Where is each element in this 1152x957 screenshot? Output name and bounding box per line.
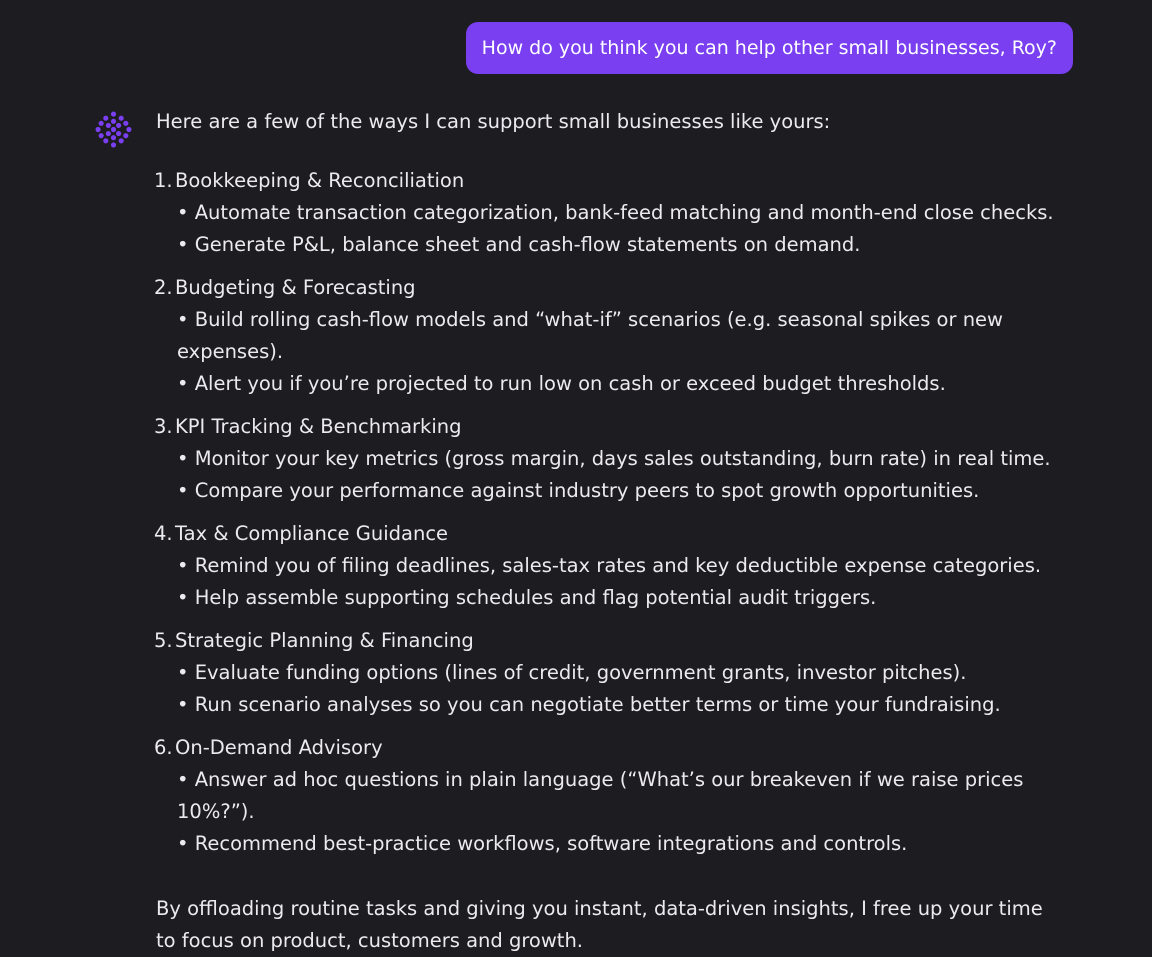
capability-title: Budgeting & Forecasting (175, 276, 416, 299)
bullet-list (156, 304, 1056, 400)
capability-heading (156, 272, 1056, 304)
capability-heading (156, 411, 1056, 443)
bullet-item: • Remind you of filing deadlines, sales-tax rates and key deductible expense categories. (177, 554, 1042, 577)
bullet-item: • Automate transaction categorization, bank-feed matching and month-end close checks. (177, 201, 1054, 224)
user-message-bubble: How do you think you can help other small businesses, Roy? (466, 22, 1073, 74)
bullet-item: • Alert you if you’re projected to run low on cash or exceed budget thresholds. (177, 372, 946, 395)
assistant-outro: By offloading routine tasks and giving you instant, data-driven insights, I free up your time to focus on product, customers and growth. (156, 897, 1043, 952)
capability-title: KPI Tracking & Benchmarking (175, 415, 462, 438)
bullet-list (156, 764, 1056, 860)
bullet-item: • Run scenario analyses so you can negotiate better terms or time your fundraising. (177, 693, 1001, 716)
capability-title: Bookkeeping & Reconciliation (175, 169, 465, 192)
list-number: 4. (154, 522, 173, 545)
capability-item (156, 518, 1056, 614)
capability-heading (156, 165, 1056, 197)
bullet-item: • Answer ad hoc questions in plain language (“What’s our breakeven if we raise prices 10%?”). (177, 768, 1024, 823)
capability-title: Tax & Compliance Guidance (175, 522, 449, 545)
list-number: 1. (154, 169, 173, 192)
bullet-item: • Monitor your key metrics (gross margin, days sales outstanding, burn rate) in real time. (177, 447, 1051, 470)
bullet-list (156, 550, 1056, 614)
capability-heading (156, 732, 1056, 764)
capability-item (156, 625, 1056, 721)
capability-heading (156, 625, 1056, 657)
list-number: 5. (154, 629, 173, 652)
assistant-intro: Here are a few of the ways I can support small businesses like yours: (156, 110, 831, 133)
bullet-list (156, 657, 1056, 721)
capability-item (156, 272, 1056, 400)
bullet-list (156, 197, 1056, 261)
bullet-item: • Evaluate funding options (lines of credit, government grants, investor pitches). (177, 661, 967, 684)
capability-title: On-Demand Advisory (175, 736, 383, 759)
bullet-item: • Generate P&L, balance sheet and cash-flow statements on demand. (177, 233, 861, 256)
capability-item (156, 165, 1056, 261)
capability-item (156, 732, 1056, 860)
bullet-item: • Build rolling cash-flow models and “what-if” scenarios (e.g. seasonal spikes or new expenses). (177, 308, 1003, 363)
capability-heading (156, 518, 1056, 550)
bullet-list (156, 443, 1056, 507)
bullet-item: • Compare your performance against industry peers to spot growth opportunities. (177, 479, 980, 502)
bullet-item: • Recommend best-practice workflows, software integrations and controls. (177, 832, 908, 855)
bullet-item: • Help assemble supporting schedules and flag potential audit triggers. (177, 586, 877, 609)
capability-title: Strategic Planning & Financing (175, 629, 474, 652)
list-number: 2. (154, 276, 173, 299)
lattice-logo-icon (95, 111, 132, 148)
list-number: 3. (154, 415, 173, 438)
capability-list (156, 165, 1056, 860)
assistant-message (156, 106, 1056, 957)
capability-item (156, 411, 1056, 507)
list-number: 6. (154, 736, 173, 759)
